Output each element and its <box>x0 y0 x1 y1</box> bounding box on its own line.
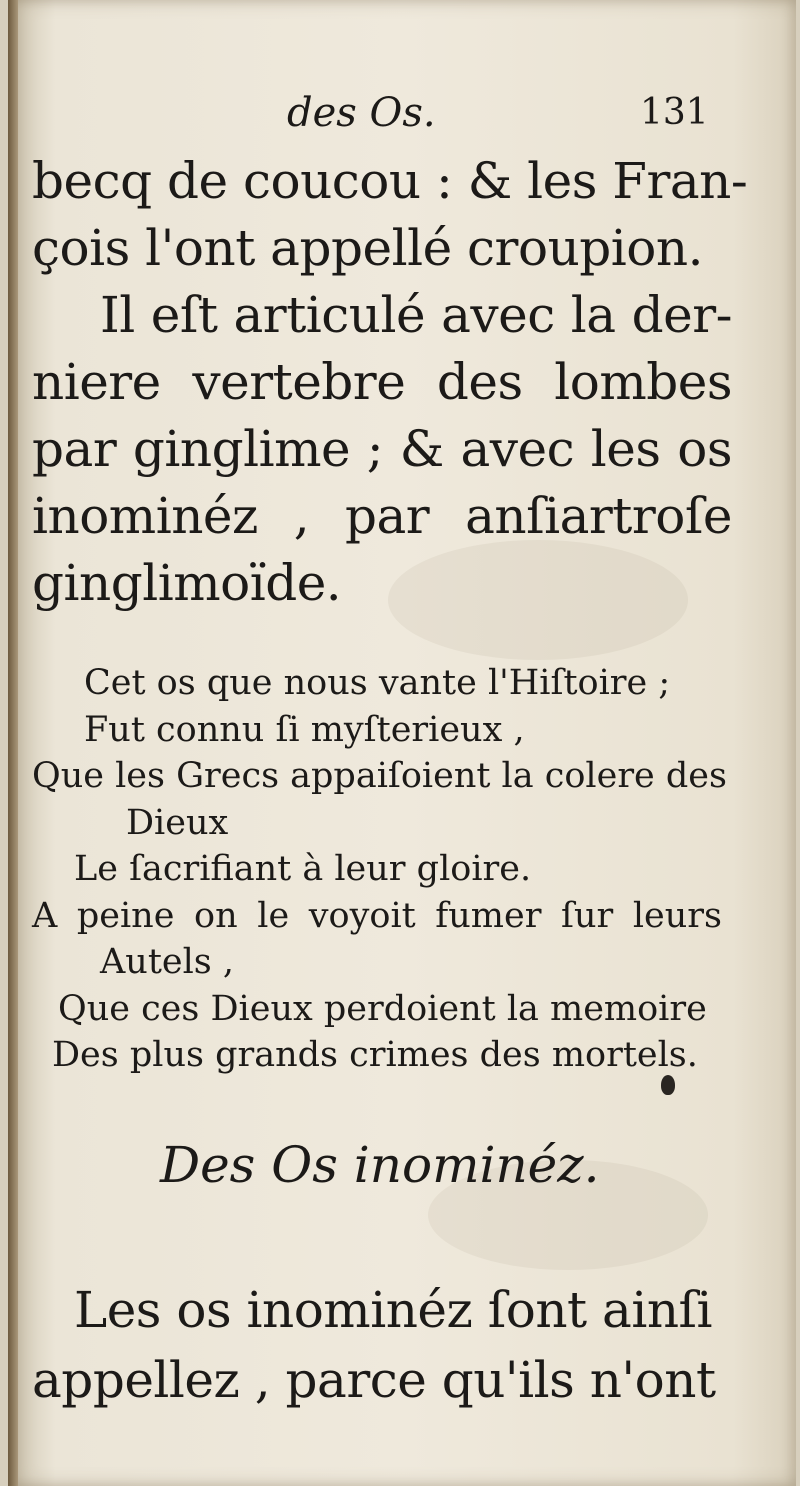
page-header <box>0 88 800 138</box>
verse-line: Dieux <box>126 802 229 843</box>
text-line: inominéz , par anſiartroſe <box>32 487 732 545</box>
page-number: 131 <box>640 92 709 133</box>
running-head: des Os. <box>287 90 436 136</box>
text-line: ginglimoïde. <box>32 554 342 612</box>
verse-line: Fut connu ſi myſterieux , <box>84 709 525 750</box>
text-line: çois l'ont appellé croupion. <box>32 219 703 277</box>
verse-line: Le ſacrifiant à leur gloire. <box>74 849 532 889</box>
text-line: appellez , parce qu'ils n'ont <box>32 1351 716 1409</box>
text-line: Il eſt articulé avec la der- <box>100 286 732 344</box>
text-line: becq de coucou : & les Fran- <box>32 152 748 210</box>
verse-line: Des plus grands crimes des mortels. <box>52 1035 698 1075</box>
printer-ornament-dot <box>661 1075 675 1095</box>
book-spine-edge <box>8 0 18 1486</box>
text-line: par ginglime ; & avec les os <box>32 420 732 478</box>
section-heading: Des Os inominéz. <box>160 1136 600 1194</box>
verse-line: Autels , <box>100 942 235 982</box>
verse-line: Que les Grecs appaiſoient la colere des <box>32 756 727 796</box>
text-line: Les os inominéz ſont ainſi <box>74 1281 713 1339</box>
verse-line: A peine on le voyoit fumer ſur leurs <box>32 895 722 936</box>
verse-line: Que ces Dieux perdoient la memoire <box>58 988 707 1029</box>
verse-stanza <box>32 660 727 1079</box>
verse-line: Cet os que nous vante l'Hiſtoire ; <box>84 663 671 703</box>
prose-paragraph <box>32 1275 722 1415</box>
text-line: niere vertebre des lombes <box>32 353 732 411</box>
prose-paragraph <box>32 148 748 617</box>
